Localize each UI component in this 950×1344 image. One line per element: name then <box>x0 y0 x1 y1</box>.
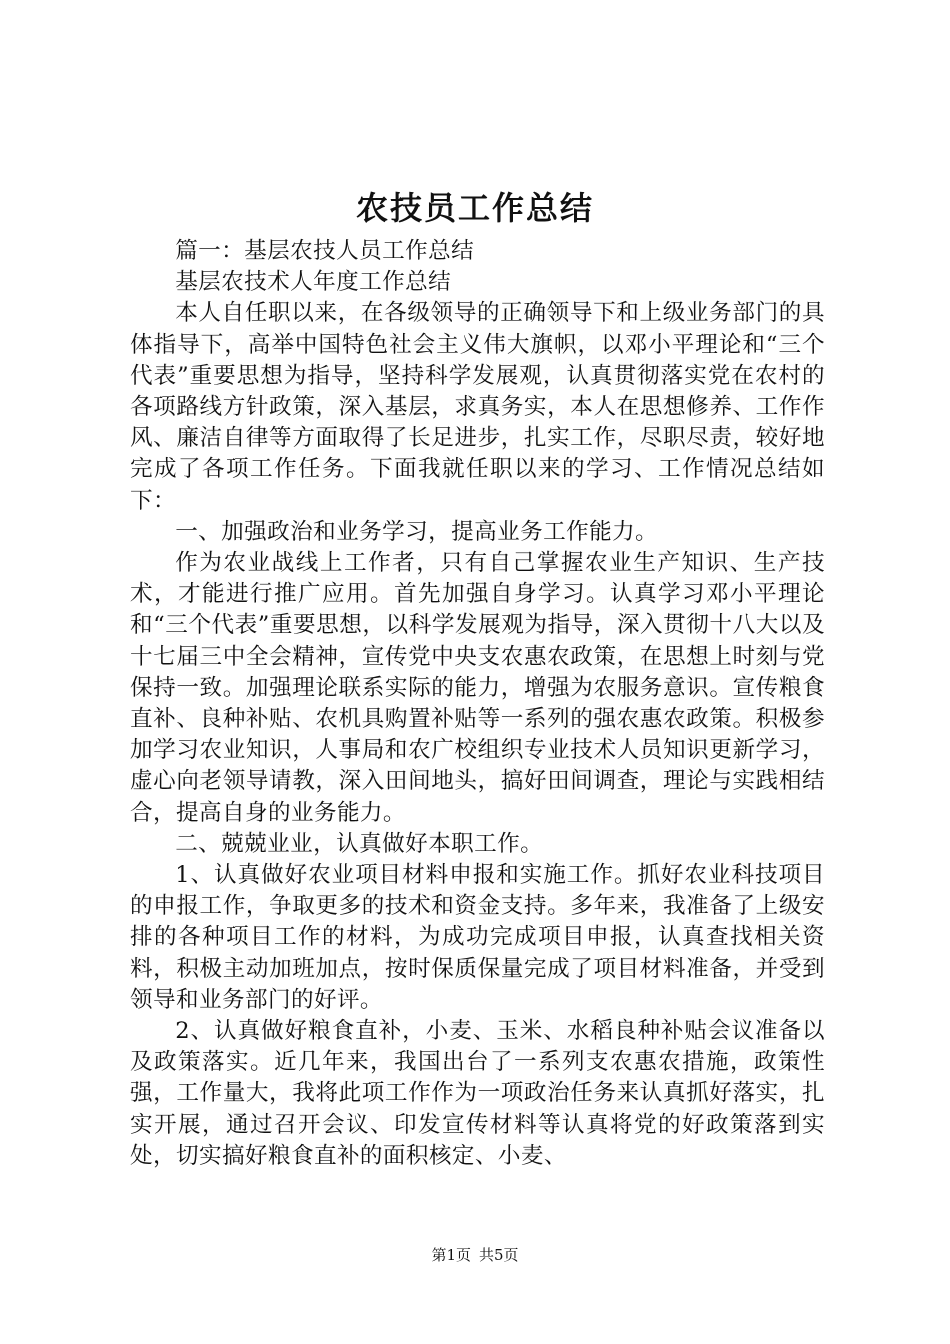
section-heading: 二、兢兢业业，认真做好本职工作。 <box>175 830 544 857</box>
body-paragraph: 2、认真做好粮食直补，小麦、玉米、水稻良种补贴会议准备以及政策落实。近几年来，我国出台了一系列支农惠农措施，政策性强，工作量大，我将此项工作作为一项政治任务来认真抓好落实，扎实开展，通过召开会议、印发宣传材料等认真将党的好政策落到实处，切实搞好粮食直补的面积核定、小麦、 <box>130 1018 825 1169</box>
section-heading: 一、加强政治和业务学习，提高业务工作能力。 <box>175 518 659 545</box>
sub-title: 基层农技术人年度工作总结 <box>175 269 452 296</box>
page-number: 第1页 <box>431 1246 471 1264</box>
section-heading: 篇一：基层农技人员工作总结 <box>175 238 475 264</box>
body-paragraph: 作为农业战线上工作者，只有自己掌握农业生产知识、生产技术，才能进行推广应用。首先加强自身学习。认真学习邓小平理论和“三个代表”重要思想，以科学发展观为指导，深入贯彻十八大以及十七届三中全会精神，宣传党中央支农惠农政策，在思想上时刻与党保持一致。加强理论联系实际的能力，增强为农服务意识。宣传粮食直补、良种补贴、农机具购置补贴等一系列的强农惠农政策。积极参加学习农业知识，人事局和农广校组织专业技术人员知识更新学习，虚心向老领导请教，深入田间地头，搞好田间调查，理论与实践相结合，提高自身的业务能力。 <box>130 550 825 826</box>
document-body <box>130 236 825 1172</box>
body-paragraph: 本人自任职以来，在各级领导的正确领导下和上级业务部门的具体指导下，高举中国特色社会主义伟大旗帜，以邓小平理论和“三个代表”重要思想为指导，坚持科学发展观，认真贯彻落实党在农村的各项路线方针政策，深入基层，求真务实，本人在思想修养、工作作风、廉洁自律等方面取得了长足进步，扎实工作，尽职尽责，较好地完成了各项工作任务。下面我就任职以来的学习、工作情况总结如下： <box>130 300 825 514</box>
body-paragraph: 1、认真做好农业项目材料申报和实施工作。抓好农业科技项目的申报工作，争取更多的技术和资金支持。多年来，我准备了上级安排的各种项目工作的材料，为成功完成项目申报，认真查找相关资料，积极主动加班加点，按时保质保量完成了项目材料准备，并受到领导和业务部门的好评。 <box>130 862 825 1013</box>
page-footer <box>0 1245 950 1265</box>
document-title: 农技员工作总结 <box>355 189 594 227</box>
page-total: 共5页 <box>479 1246 519 1264</box>
